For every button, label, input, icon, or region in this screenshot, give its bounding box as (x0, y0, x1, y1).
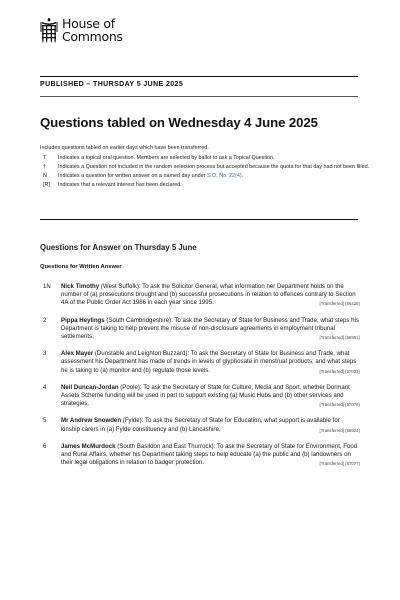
question-text: To ask the Secretary of State for Environment, Food and Rural Affairs, whether his Department taking steps to help educate (a) the public and (b) landowners on their legal obligations in relation to badger protection. (61, 442, 358, 467)
question-body (61, 443, 360, 469)
question-number: 4 (43, 383, 47, 391)
legend-symbol: N (43, 172, 47, 179)
member-name: Nick Timothy (61, 283, 100, 290)
symbol-legend (40, 155, 370, 191)
question-text: To ask the Secretary of State for Business and Trade, what steps his Department is taking to help prevent the misuse of non-disclosure agreements in employment tribunal settlements. (61, 316, 359, 341)
transfer-tag: [Transferred] (57077) (319, 461, 360, 467)
transfer-tag: [Transferred] (57003) (319, 368, 360, 374)
top-divider (40, 76, 358, 77)
question-number: 6 (43, 442, 47, 450)
question-number: 3 (43, 350, 47, 358)
logo-line1: House of (62, 16, 115, 31)
legend-item (40, 164, 370, 171)
published-date: PUBLISHED – THURSDAY 5 JUNE 2025 (40, 81, 184, 88)
question-number: 2 (43, 316, 47, 324)
question-body (61, 384, 360, 410)
transfer-tag: [Transferred] (56924) (319, 427, 360, 433)
portcullis-icon (40, 18, 58, 46)
legend-text: Indicates a topical oral question. Members are selected by ballot to ask a Topical Question. (58, 155, 275, 161)
legend-text-part: Indicates a question for written answer on a named day under (58, 172, 207, 179)
question-item (40, 283, 360, 309)
transfer-tag: [Transferred] (56428) (319, 301, 360, 307)
intro-text: Includes questions tabled on earlier days which have been transferred. (40, 145, 209, 151)
question-item (40, 317, 360, 343)
legend-symbol: T (43, 155, 47, 161)
legend-text-part: . (241, 172, 244, 179)
question-text: To ask the Secretary of State for Culture, Media and Sport, whether Dormant Assets Scheme funding will be used in part to support existing (a) Music Hubs and (b) other services and strategies. (61, 383, 350, 408)
logo-line2: Commons (62, 28, 123, 44)
legend-text: Indicates that a relevant interest has been declared. (58, 181, 182, 188)
question-number: 5 (43, 417, 47, 425)
transfer-tag: [Transferred] (56951) (319, 335, 360, 341)
constituency: (Fylde): (121, 417, 145, 425)
sub-heading: Questions for Written Answer (40, 264, 122, 270)
legend-text: Indicates a Question not included in the random selection process but accepted because the quota for that day had not been filled. (58, 163, 370, 170)
section-divider (40, 219, 358, 220)
question-text: To ask the Secretary of State for Business and Trade, what assessment his Department has made of trends in levels of glyphosate in menstrual products; and what steps he is taking to (a) monitor and (b) regulate those levels. (61, 350, 357, 374)
legend-symbol: † (43, 163, 46, 170)
question-body (61, 283, 360, 309)
question-item (40, 443, 360, 469)
standing-order-link[interactable]: S.O. No. 22(4) (206, 172, 242, 179)
house-of-commons-logo (40, 18, 123, 52)
question-text: To ask the Solicitor General, what information her Department holds on the number of (a) prosecutions brought and (b) successful prosecutions in relation to offences contrary to Section 4A of the Public Order Act 1986 in each year since 1995. (61, 283, 356, 307)
transfer-tag: [Transferred] (57078) (319, 402, 360, 408)
section-heading: Questions for Answer on Thursday 5 June (40, 243, 197, 252)
member-name: Pippa Heylings (61, 316, 105, 324)
question-body (61, 417, 360, 434)
logo-wordmark (62, 18, 123, 43)
legend-item (40, 173, 370, 180)
page-title: Questions tabled on Wednesday 4 June 2025 (40, 115, 318, 130)
question-list (40, 283, 360, 468)
constituency: (South Basildon and East Thurrock): (115, 442, 217, 450)
member-name: James McMurdock (61, 442, 116, 450)
legend-item (40, 155, 370, 162)
constituency: (Poole): (118, 383, 144, 391)
legend-item (40, 182, 370, 189)
constituency: (South Cambridgeshire): (104, 316, 175, 324)
question-item (40, 350, 360, 376)
question-item (40, 417, 360, 434)
constituency: (West Suffolk): (99, 283, 143, 290)
header-divider (40, 96, 358, 97)
question-body (61, 317, 360, 343)
member-name: Mr Andrew Snowden (61, 417, 122, 425)
member-name: Alex Mayer (61, 350, 94, 358)
legend-symbol: [R] (43, 181, 50, 188)
question-item (40, 384, 360, 410)
constituency: (Dunstable and Leighton Buzzard): (93, 350, 191, 358)
member-name: Neil Duncan-Jordan (61, 383, 119, 391)
legend-text (58, 173, 370, 180)
question-body (61, 350, 360, 376)
question-number: 1N (43, 283, 51, 290)
question-text: To ask the Secretary of State for Education, what support is available for kinship carers in (a) Fylde constituency and (b) Lancashire. (61, 417, 340, 433)
